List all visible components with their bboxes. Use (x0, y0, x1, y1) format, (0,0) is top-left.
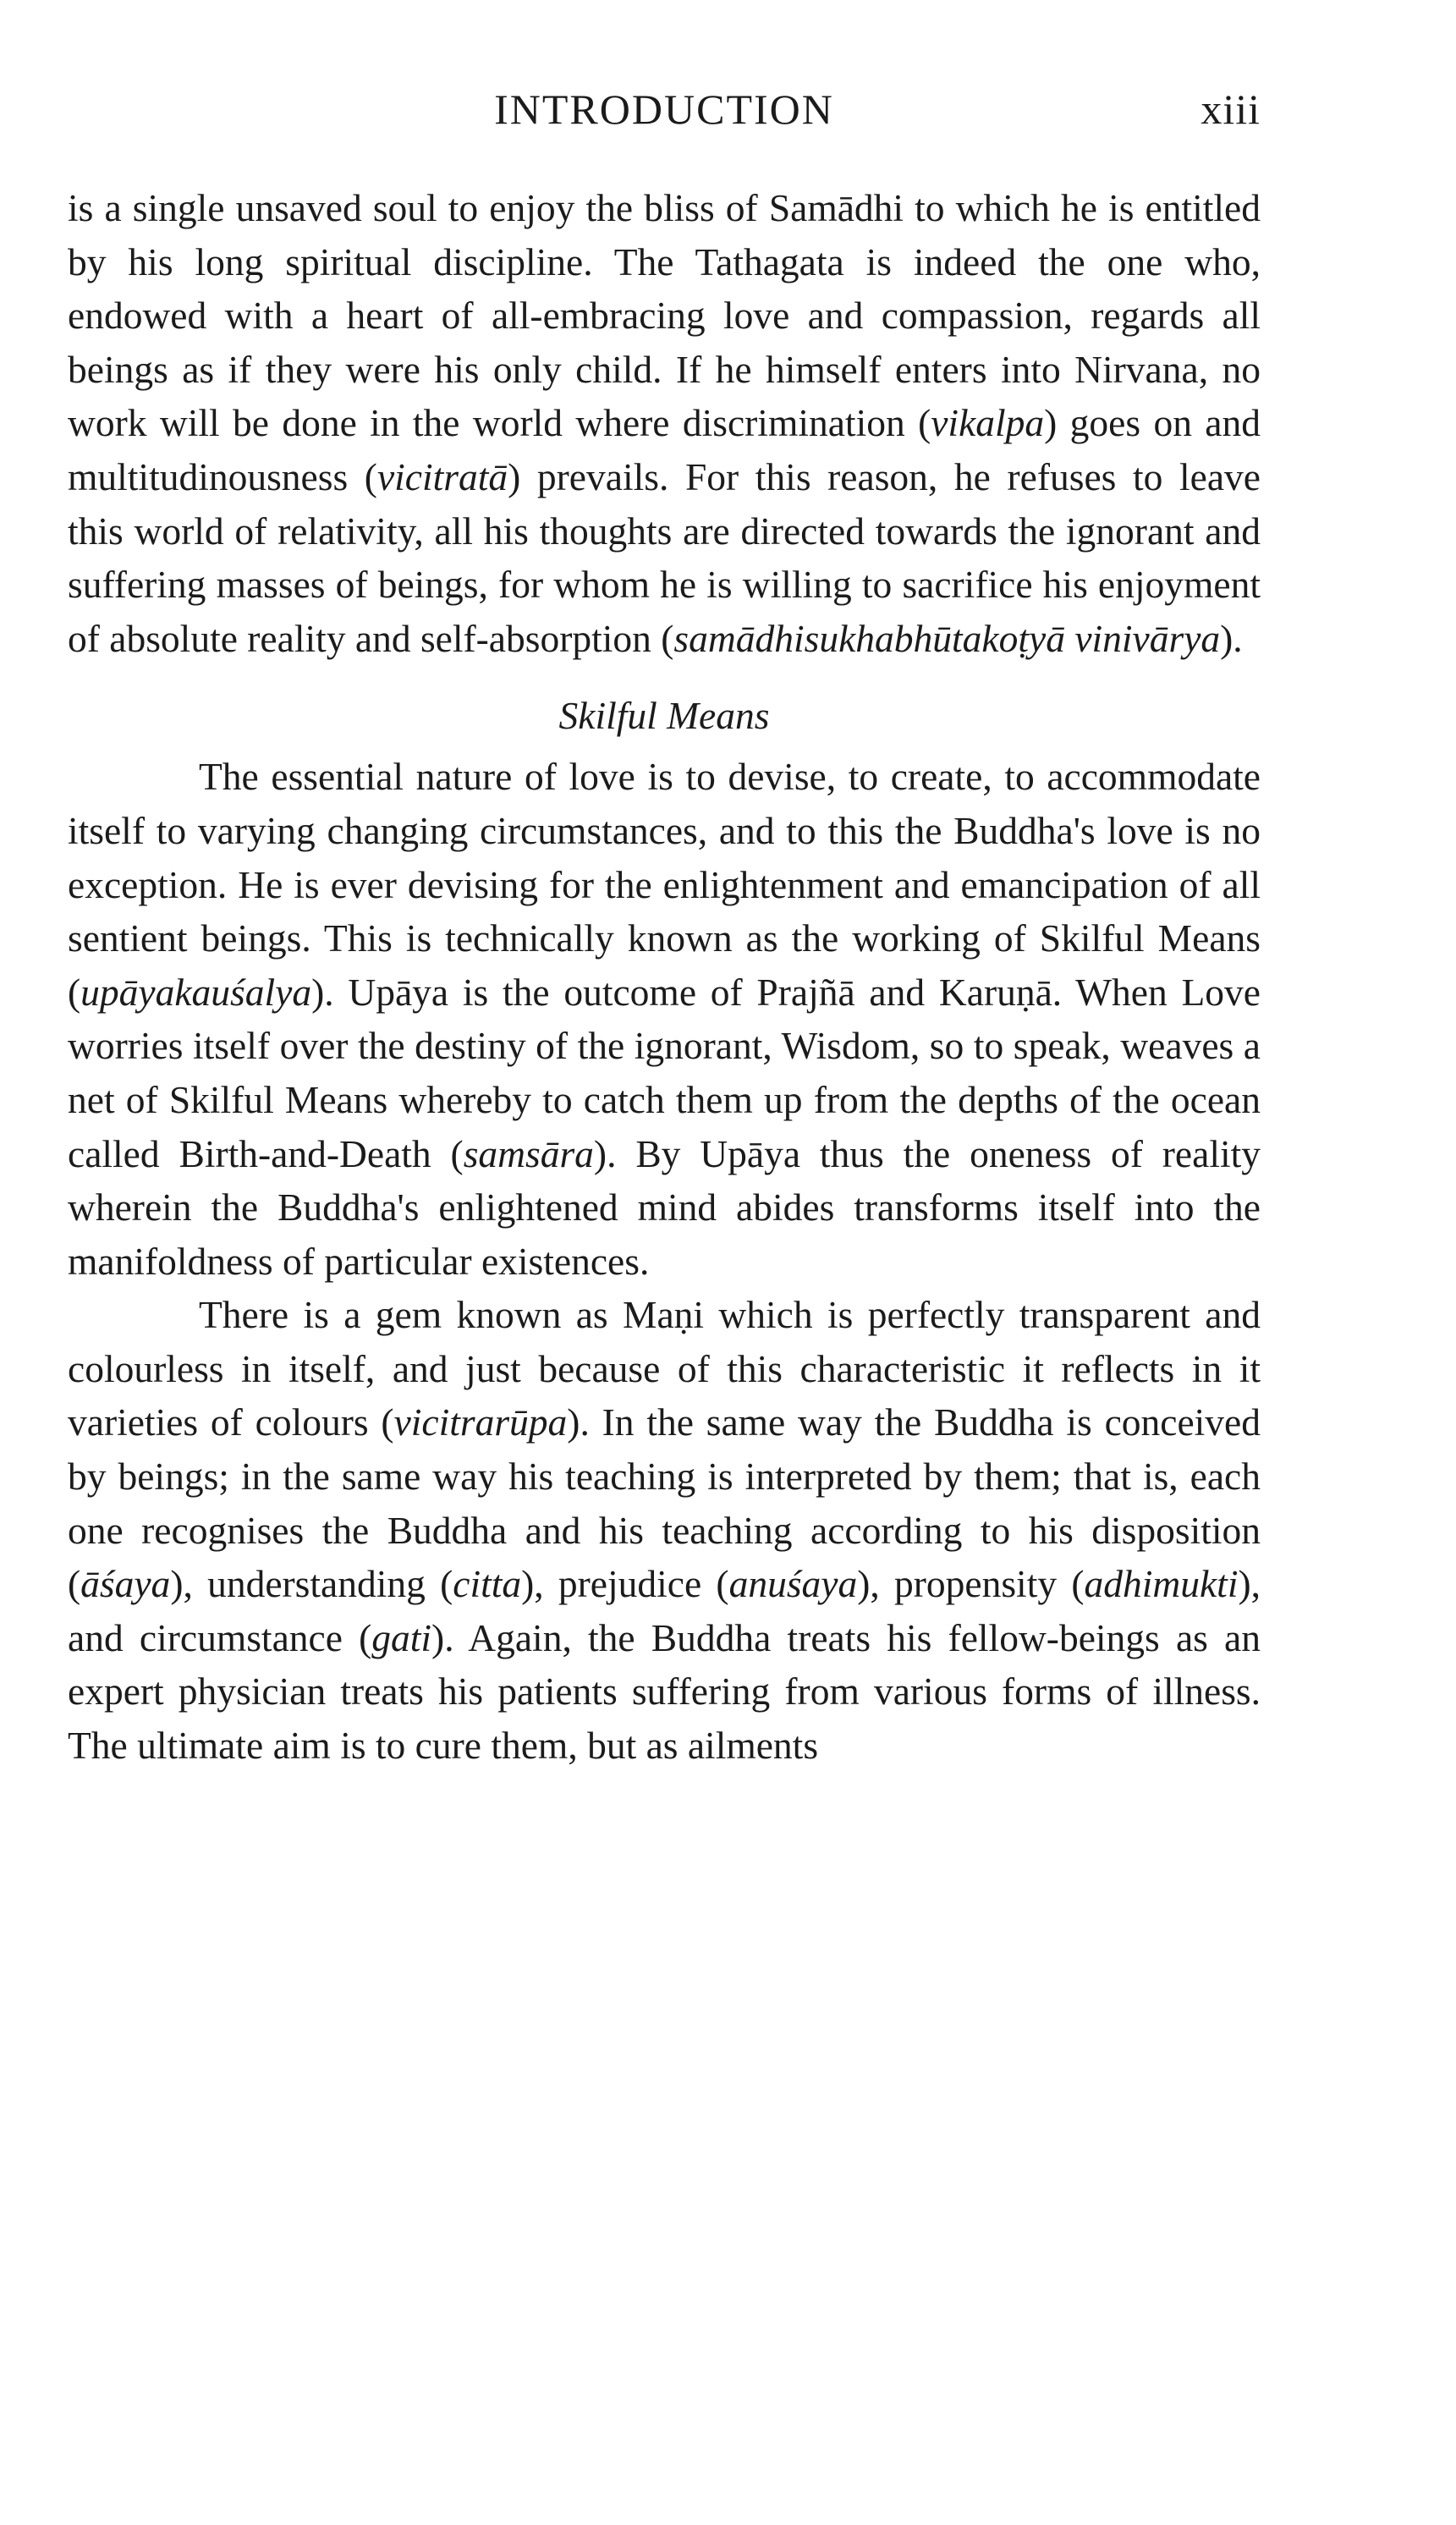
italic-term: āśaya (80, 1562, 171, 1606)
text-run: ), understanding ( (170, 1562, 453, 1606)
section-heading: Skilful Means (558, 694, 770, 738)
running-title: INTRODUCTION (494, 85, 834, 133)
page-number: xiii (1201, 85, 1261, 133)
italic-term: gati (371, 1615, 432, 1659)
text-run: There is a gem known as Maṇi which is perfectly transparent and colourless in itself, and just because of this characteristic it reflects in it varieties of colours ( (68, 1293, 1261, 1444)
text-run: ), prejudice ( (521, 1562, 729, 1606)
paragraph-1 (68, 181, 1261, 665)
paragraph-3 (68, 1288, 1261, 1772)
text-run: The essential nature of love is to devise, to create, to accommodate itself to varying changing circumstances, and to this the Buddha's love is no exception. He is ever devising for the enlightenment and emancipation of all sentient beings. This is technically known as the working of Skilful Means ( (68, 755, 1261, 1014)
page-body (68, 181, 1261, 1773)
running-header (68, 85, 1261, 137)
book-page (68, 85, 1261, 1773)
text-run: ). Upāya is the outcome of Prajñā and Karuṇā. When Love worries itself over the destiny of the ignorant, Wisdom, so to speak, weaves a net of Skilful Means whereby to catch them up from the depths of the ocean called Birth-and-Death ( (68, 970, 1261, 1175)
italic-term: upāyakauśalya (80, 970, 312, 1014)
text-run: ), and circumstance ( (68, 1562, 1261, 1659)
text-run: ). Again, the Buddha treats his fellow-beings as an expert physician treats his patients suffering from various forms of illness. The ultimate aim is to cure them, but as ailments (68, 1615, 1261, 1768)
text-run: ). By Upāya thus the oneness of reality wherein the Buddha's enlightened mind abides transforms itself into the manifoldness of particular existences. (68, 1131, 1261, 1283)
italic-term: samādhisukhabhūtakoṭyā vinivārya (673, 616, 1221, 660)
text-run: is a single unsaved soul to enjoy the bliss of Samādhi to which he is entitled by his long spiritual discipline. The Tathagata is indeed the one who, endowed with a heart of all-embracing love and compassion, regards all beings as if they were his only child. If he himself enters into Nirvana, no work will be done in the world where discrimination ( (68, 186, 1261, 445)
italic-term: vikalpa (931, 401, 1045, 445)
italic-term: vicitrarūpa (393, 1400, 568, 1444)
text-run: ) goes on and multitudinousness ( (68, 401, 1261, 498)
text-run: ) prevails. For this reason, he refuses to leave this world of relativity, all his thoughts are directed towards the ignorant and suffering masses of beings, for whom he is willing to sacrifice his enjoyment of absolute reality and self-absorption ( (68, 454, 1261, 660)
italic-term: samsāra (463, 1131, 594, 1175)
text-run: ). In the same way the Buddha is conceived by beings; in the same way his teaching is interpreted by them; that is, each one recognises the Buddha and his teaching according to his disposition ( (68, 1400, 1261, 1606)
italic-term: citta (453, 1562, 522, 1606)
italic-term: adhimukti (1084, 1562, 1239, 1606)
italic-term: anuśaya (728, 1562, 858, 1606)
italic-term: vicitratā (376, 454, 508, 498)
paragraph-2 (68, 750, 1261, 1288)
text-run: ), propensity ( (857, 1562, 1085, 1606)
text-run: ). (1220, 616, 1243, 660)
